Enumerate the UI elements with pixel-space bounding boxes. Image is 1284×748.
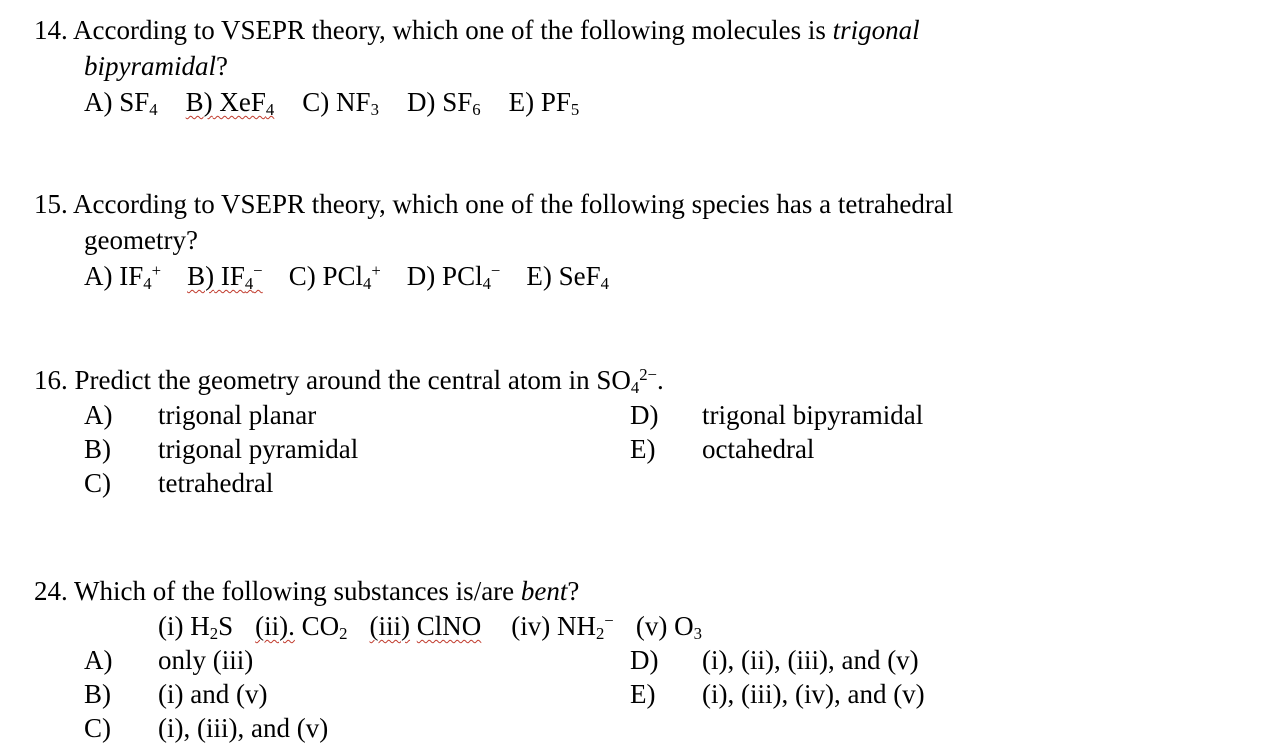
formula: SF — [442, 87, 473, 117]
q15-option-c[interactable] — [289, 260, 381, 292]
q24-stem — [34, 575, 579, 607]
q24-item-i — [158, 610, 233, 642]
q14-option-e[interactable] — [509, 86, 580, 118]
option-letter: C) — [288, 261, 316, 291]
option-letter: B) — [187, 261, 215, 291]
formula-sub: 4 — [143, 274, 152, 294]
q16-option-c[interactable] — [84, 466, 358, 500]
option-letter: A) — [84, 645, 113, 675]
q24-option-b[interactable] — [84, 677, 328, 711]
q14-options — [84, 86, 579, 118]
formula-sub: 4 — [362, 274, 372, 294]
option-text: octahedral — [702, 434, 815, 464]
formula: PCl — [322, 261, 363, 291]
q24-option-a[interactable] — [84, 643, 328, 677]
q24-options-right — [630, 643, 925, 711]
option-letter: A) — [84, 261, 113, 291]
q14-stem-end: ? — [216, 51, 228, 81]
formula-sup: + — [151, 260, 162, 280]
q16-option-b[interactable] — [84, 432, 358, 466]
q16-option-e[interactable] — [630, 432, 923, 466]
q14-option-b[interactable] — [186, 86, 275, 118]
formula: O — [674, 611, 694, 641]
option-text: (i), (iii), and (v) — [158, 713, 329, 743]
item-label: (ii). — [255, 611, 295, 641]
formula: XeF — [219, 87, 266, 117]
q24-stem-end: ? — [567, 576, 580, 606]
option-text: trigonal planar — [158, 400, 317, 430]
formula-sup: − — [253, 260, 263, 280]
q14-option-c[interactable] — [302, 86, 379, 118]
q14-stem-line2 — [84, 50, 228, 82]
q15-stem-line1 — [34, 188, 953, 220]
formula-sub: 4 — [482, 274, 491, 294]
option-letter: D) — [406, 261, 436, 291]
q24-item-v — [636, 610, 702, 642]
formula-sub: 2 — [209, 624, 219, 644]
q24-options-left — [84, 643, 328, 745]
formula: CO — [301, 611, 340, 641]
q15-stem-2: geometry? — [84, 225, 198, 255]
option-letter: E) — [630, 434, 656, 464]
q24-number: 24. — [34, 576, 68, 606]
q15-options — [84, 260, 609, 292]
option-letter: C) — [302, 87, 330, 117]
q24-option-e[interactable] — [630, 677, 925, 711]
q16-stem — [34, 364, 664, 396]
item-label: (iii) — [369, 611, 411, 641]
formula: SF — [119, 87, 150, 117]
q16-option-d[interactable] — [630, 398, 923, 432]
option-text: tetrahedral — [158, 468, 274, 498]
item-label: (iv) — [511, 611, 551, 641]
option-letter: B) — [84, 679, 111, 709]
formula-sub: 4 — [149, 100, 158, 120]
q24-option-c[interactable] — [84, 711, 328, 745]
q24-item-ii — [255, 610, 347, 642]
formula: ClNO — [416, 611, 482, 641]
option-text: only (iii) — [158, 645, 254, 675]
q24-stem-emphasis: bent — [520, 576, 568, 606]
formula-sub: 4 — [265, 100, 275, 120]
q24-item-iv — [511, 610, 614, 642]
option-letter: D) — [630, 645, 659, 675]
q14-stem-line1 — [34, 14, 920, 46]
option-letter: C) — [84, 713, 111, 743]
q24-items — [158, 610, 702, 642]
formula: NH — [557, 611, 597, 641]
item-label: (i) — [158, 611, 184, 641]
q24-option-d[interactable] — [630, 643, 925, 677]
formula-sup: − — [490, 260, 501, 280]
formula-sub: 4 — [244, 274, 254, 294]
q15-number: 15. — [34, 189, 68, 219]
formula-sub: 4 — [630, 378, 640, 398]
formula: PF — [540, 87, 571, 117]
q16-options-right — [630, 398, 923, 466]
option-letter: D) — [630, 400, 659, 430]
q24-stem-text: Which of the following substances is/are — [74, 576, 521, 606]
q16-stem-text: Predict the geometry around the central atom in SO — [74, 365, 631, 395]
q16-stem-end: . — [657, 365, 664, 395]
formula-sub: 2 — [339, 624, 348, 644]
q14-option-d[interactable] — [407, 86, 481, 118]
option-letter: C) — [84, 468, 111, 498]
option-text: (i) and (v) — [158, 679, 268, 709]
formula-sub: 3 — [370, 100, 379, 120]
formula-sup: 2− — [639, 364, 658, 384]
option-letter: B) — [185, 87, 213, 117]
q15-option-a[interactable] — [84, 260, 161, 292]
q15-option-e[interactable] — [526, 260, 609, 292]
formula-sub: 3 — [693, 624, 702, 644]
option-letter: E) — [630, 679, 656, 709]
option-letter: A) — [84, 87, 113, 117]
q14-number: 14. — [34, 15, 68, 45]
formula-sup: − — [604, 610, 614, 630]
formula-sub: 5 — [570, 100, 580, 120]
q15-stem-line2 — [84, 224, 198, 256]
q15-stem: According to VSEPR theory, which one of the following species has a tetrahedral — [73, 189, 954, 219]
q15-option-d[interactable] — [407, 260, 501, 292]
option-letter: E) — [526, 261, 552, 291]
formula-rest: S — [218, 611, 234, 641]
q15-option-b[interactable] — [187, 260, 263, 292]
q16-options-left — [84, 398, 358, 500]
formula: H — [190, 611, 210, 641]
option-text: (i), (iii), (iv), and (v) — [702, 679, 925, 709]
formula: PCl — [442, 261, 483, 291]
q14-stem: According to VSEPR theory, which one of the following molecules is — [73, 15, 833, 45]
option-text: trigonal bipyramidal — [702, 400, 924, 430]
option-letter: A) — [84, 400, 113, 430]
option-letter: E) — [508, 87, 535, 117]
formula-sup: + — [371, 260, 381, 280]
option-text: (i), (ii), (iii), and (v) — [702, 645, 919, 675]
formula-sub: 6 — [472, 100, 481, 120]
q16-option-a[interactable] — [84, 398, 358, 432]
formula: IF — [220, 261, 245, 291]
formula: NF — [336, 87, 371, 117]
formula: SeF — [558, 261, 601, 291]
option-text: trigonal pyramidal — [158, 434, 359, 464]
formula: IF — [119, 261, 144, 291]
q14-stem-emphasis: trigonal — [832, 15, 920, 45]
q14-stem-emphasis-2: bipyramidal — [84, 51, 216, 81]
formula-sub: 2 — [596, 624, 605, 644]
option-letter: B) — [84, 434, 111, 464]
item-label: (v) — [635, 611, 668, 641]
q14-option-a[interactable] — [84, 86, 158, 118]
option-letter: D) — [406, 87, 436, 117]
q16-number: 16. — [34, 365, 68, 395]
q24-item-iii — [370, 610, 482, 642]
formula-sub: 4 — [600, 274, 610, 294]
